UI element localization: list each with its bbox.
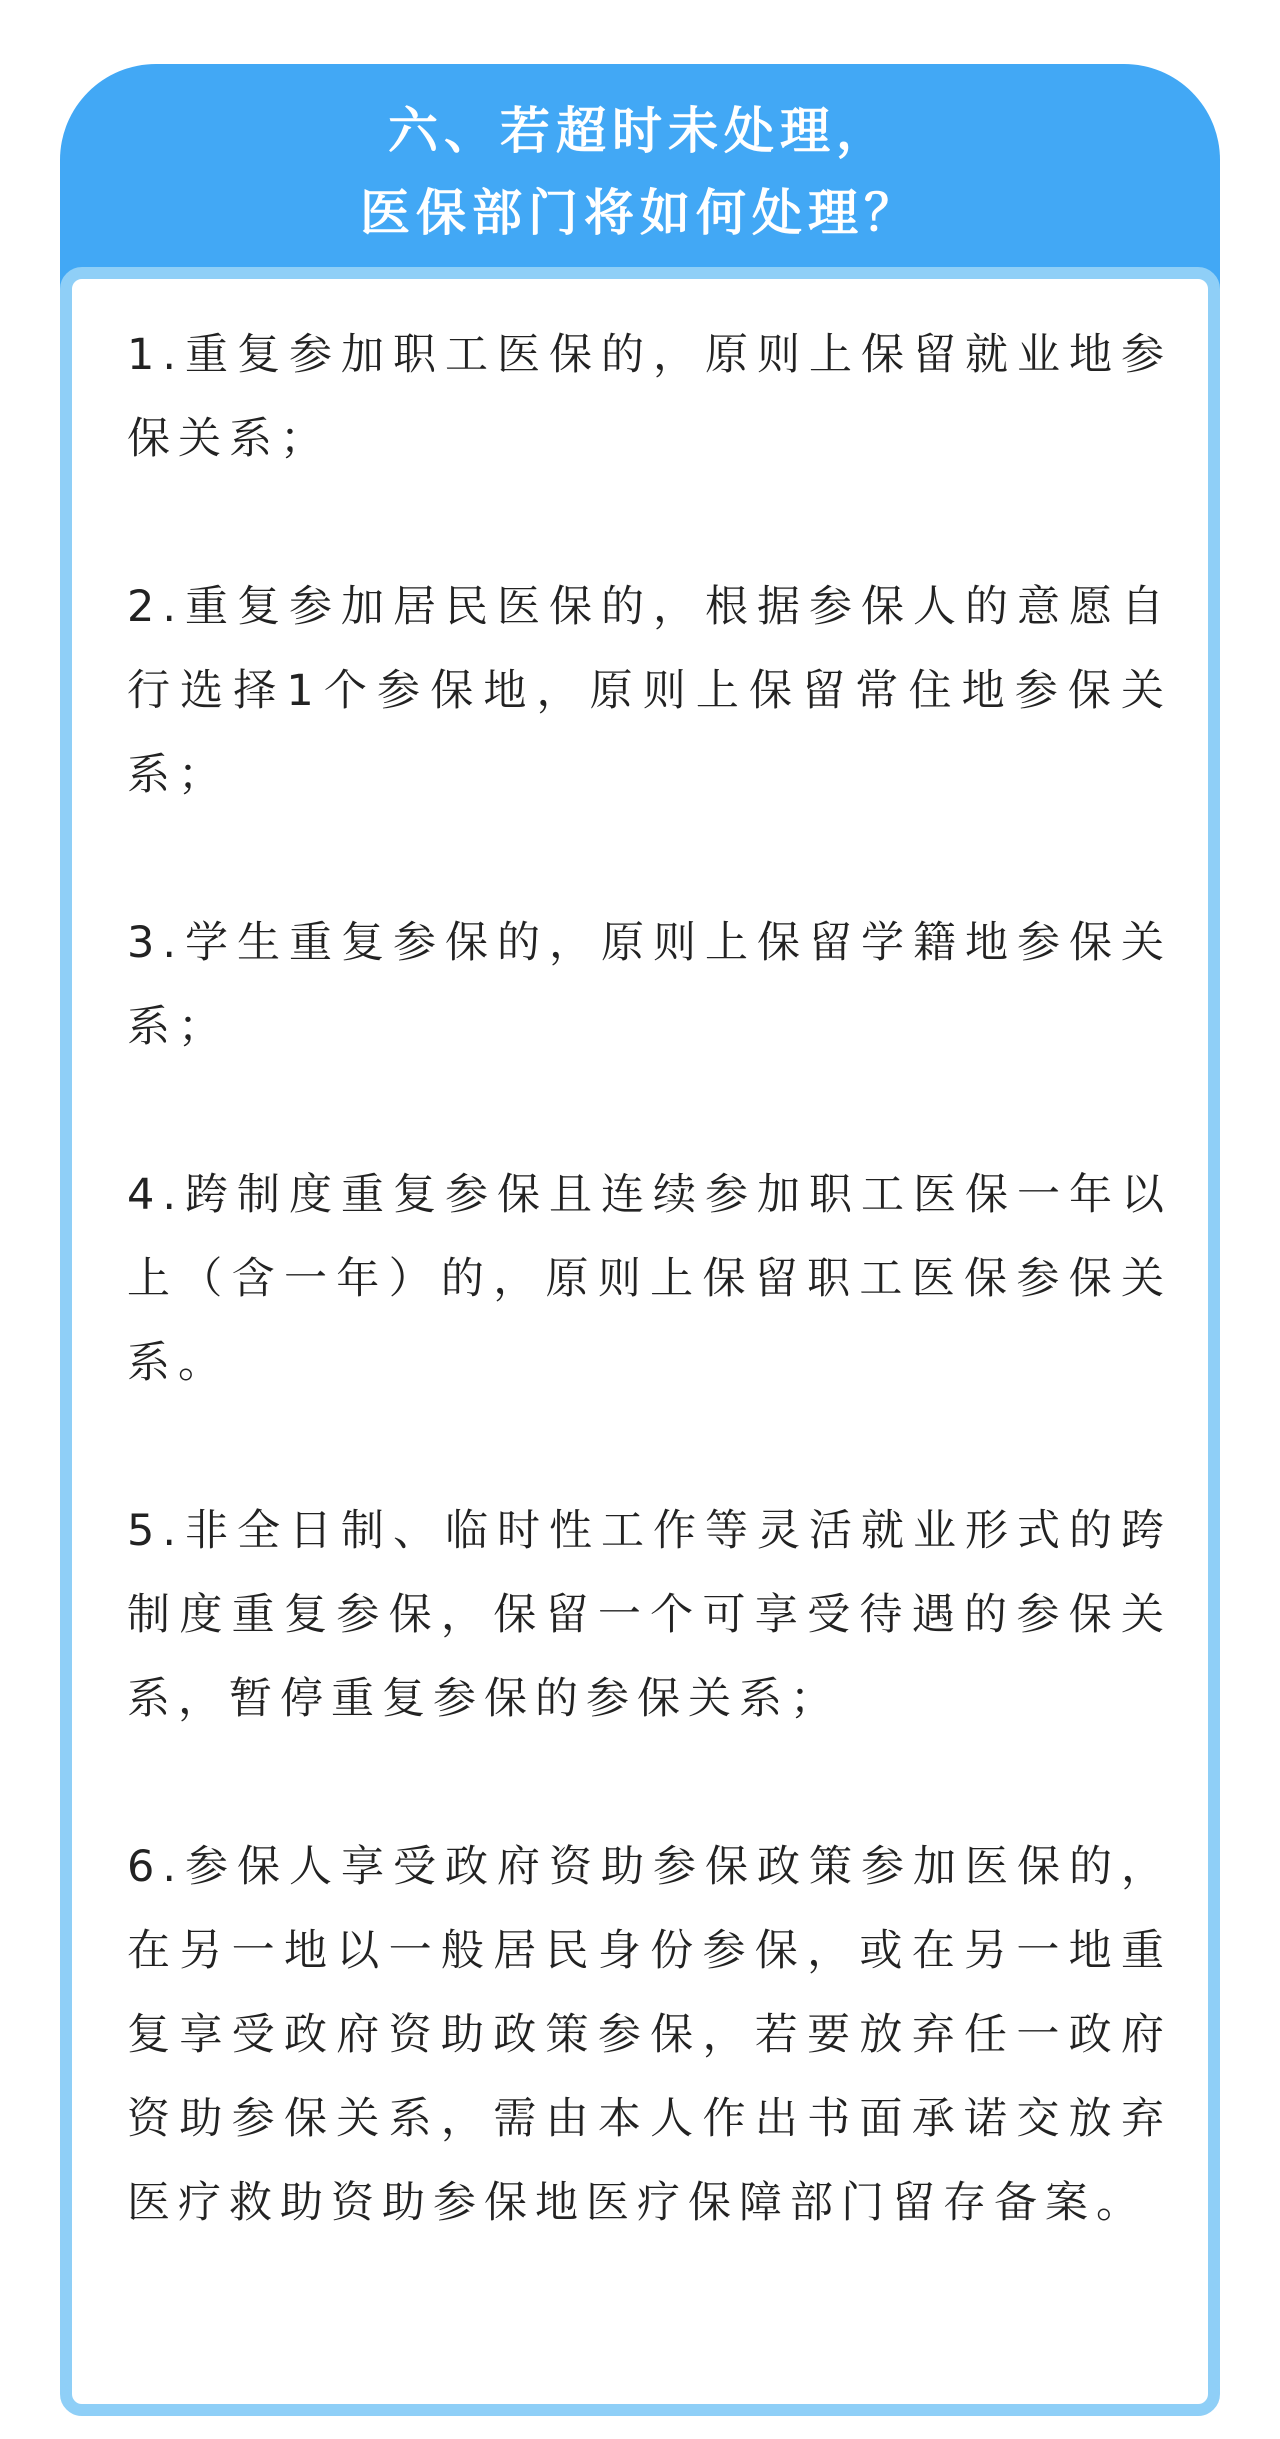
answer-item-3: 3.学生重复参保的，原则上保留学籍地参保关系； [127,918,1172,1052]
answer-list [127,313,1172,2245]
card-body [60,267,1220,2416]
answer-item-5: 5.非全日制、临时性工作等灵活就业形式的跨制度重复参保，保留一个可享受待遇的参保关系，暂停重复参保的参保关系； [127,1506,1172,1724]
card-title-line-2: 医保部门将如何处理？ [360,184,920,242]
answer-item-1: 1.重复参加职工医保的，原则上保留就业地参保关系； [127,330,1172,464]
card-title-line-1: 六、若超时未处理， [388,102,892,160]
answer-item-2: 2.重复参加居民医保的，根据参保人的意愿自行选择1个参保地，原则上保留常住地参保关系； [127,582,1172,800]
card-title [60,90,1220,254]
card-header [60,64,1220,294]
faq-card [60,64,1220,2416]
answer-item-4: 4.跨制度重复参保且连续参加职工医保一年以上（含一年）的，原则上保留职工医保参保关系。 [127,1170,1172,1388]
answer-item-6: 6.参保人享受政府资助参保政策参加医保的，在另一地以一般居民身份参保，或在另一地重复享受政府资助政策参保，若要放弃任一政府资助参保关系，需由本人作出书面承诺交放弃医疗救助资助参保地医疗保障部门留存备案。 [127,1842,1172,2228]
